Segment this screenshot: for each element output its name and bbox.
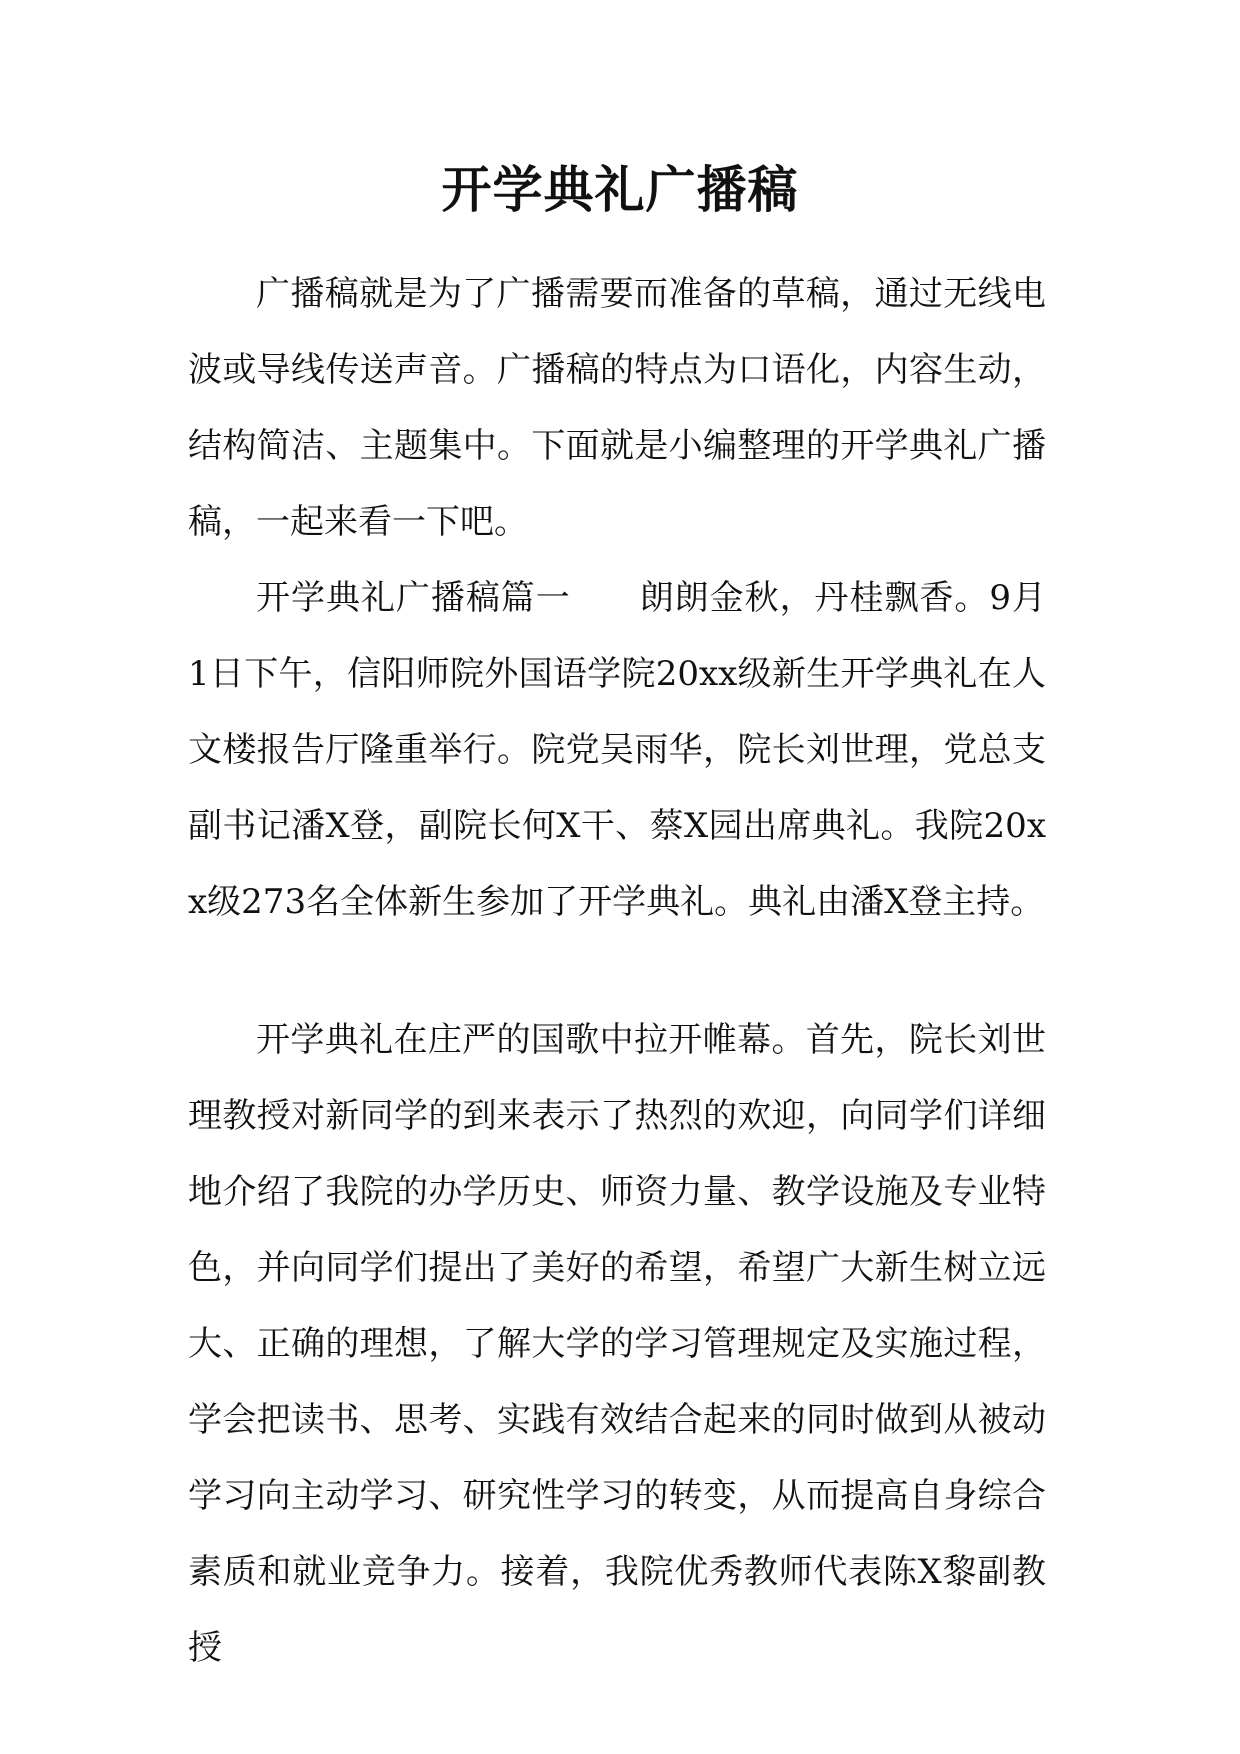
section-heading: 开学典礼广播稿篇一 xyxy=(256,578,571,618)
document-title: 开学典礼广播稿 xyxy=(441,160,799,219)
ceremony-paragraph: 开学典礼在庄严的国歌中拉开帷幕。首先，院长刘世理教授对新同学的到来表示了热烈的欢迎，向同学们详细地介绍了我院的办学历史、师资力量、教学设施及专业特色，并向同学们提出了美好的希望，希望广大新生树立远大、正确的理想，了解大学的学习管理规定及实施过程，学会把读书、思考、实践有效结合起来的同时做到从被动学习向主动学习、研究性学习的转变，从而提高自身综合素质和就业竞争力。接着，我院优秀教师代表陈X黎副教授 xyxy=(188,1020,1046,1668)
intro-paragraph: 广播稿就是为了广播需要而准备的草稿，通过无线电波或导线传送声音。广播稿的特点为口语化，内容生动，结构简洁、主题集中。下面就是小编整理的开学典礼广播稿，一起来看一下吧。 xyxy=(188,274,1046,542)
section-one-text: 朗朗金秋，丹桂飘香。9月1日下午，信阳师院外国语学院20xx级新生开学典礼在人文楼报告厅隆重举行。院党吴雨华，院长刘世理，党总支副书记潘X登，副院长何X干、蔡X园出席典礼。我院20xx级273名全体新生参加了开学典礼。典礼由潘X登主持。 xyxy=(188,578,1046,922)
section-one-paragraph xyxy=(188,560,1046,940)
